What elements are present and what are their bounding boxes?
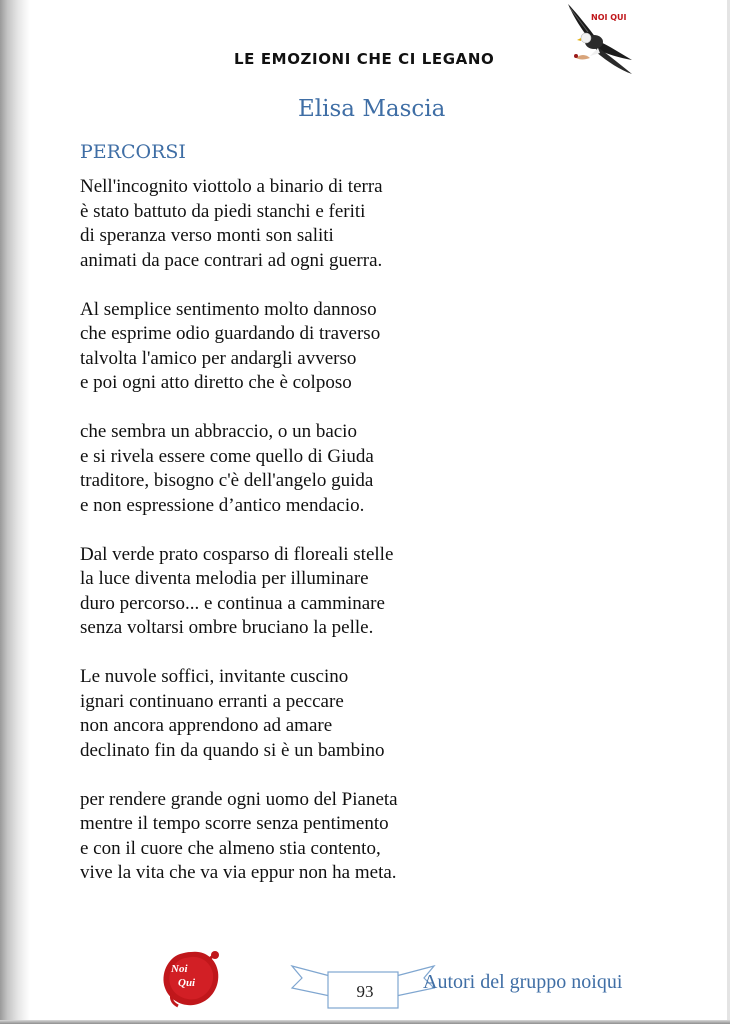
wax-seal-logo-icon xyxy=(160,948,222,1008)
poem-line: Nell'incognito viottolo a binario di terra xyxy=(80,176,383,197)
poem-line: e si rivela essere come quello di Giuda xyxy=(80,445,374,467)
poem-line: non ancora apprendono ad amare xyxy=(80,715,333,736)
page-gutter-shadow xyxy=(0,0,30,1024)
poem-line: che sembra un abbraccio, o un bacio xyxy=(80,421,357,442)
poem-line: animati da pace contrari ad ogni guerra. xyxy=(80,249,383,271)
stanza xyxy=(80,175,680,273)
poem-line: duro percorso... e continua a camminare xyxy=(80,592,385,614)
poem-body xyxy=(80,175,680,910)
stanza xyxy=(80,543,680,641)
poem-line: declinato fin da quando si è un bambino xyxy=(80,739,385,761)
poem-line: Dal verde prato cosparso di floreali stelle xyxy=(80,543,394,565)
poem-line: mentre il tempo scorre senza pentimento xyxy=(80,813,389,834)
page-bottom-edge xyxy=(0,1020,730,1024)
stanza xyxy=(80,788,680,886)
poem-line: Al semplice sentimento molto dannoso xyxy=(80,298,377,320)
poem-line: ignari continuano erranti a peccare xyxy=(80,690,344,712)
poem-line: vive la vita che va via eppur non ha meta. xyxy=(80,862,397,883)
running-header-title: LE EMOZIONI CHE CI LEGANO xyxy=(234,50,495,68)
poem-line: e poi ogni atto diretto che è colposo xyxy=(80,372,352,393)
poem-line: traditore, bisogno c'è dell'angelo guida xyxy=(80,470,374,491)
poem-line: Le nuvole soffici, invitante cuscino xyxy=(80,666,349,687)
poem-line: è stato battuto da piedi stanchi e feriti xyxy=(80,200,366,222)
poem-line: senza voltarsi ombre bruciano la pelle. xyxy=(80,617,374,638)
footer-group-name: Autori del gruppo noiqui xyxy=(423,971,623,993)
poem-title: PERCORSI xyxy=(80,141,186,163)
poem-line: la luce diventa melodia per illuminare xyxy=(80,568,369,589)
logo-text: NOI QUI xyxy=(591,13,627,22)
page-number: 93 xyxy=(356,982,374,1001)
author-name: Elisa Mascia xyxy=(298,96,446,122)
poem-line: talvolta l'amico per andargli avverso xyxy=(80,347,357,369)
poem-line: di speranza verso monti son saliti xyxy=(80,225,334,246)
stanza xyxy=(80,420,680,518)
stanza xyxy=(80,665,680,763)
poem-line: che esprime odio guardando di traverso xyxy=(80,323,381,344)
poem-line: e con il cuore che almeno stia contento, xyxy=(80,837,381,859)
eagle-icon xyxy=(560,0,638,78)
poem-line: per rendere grande ogni uomo del Pianeta xyxy=(80,788,398,810)
logo-text-line1: Noi xyxy=(171,963,188,975)
stanza xyxy=(80,298,680,396)
poem-line: e non espressione d’antico mendacio. xyxy=(80,494,365,516)
logo-text-line2: Qui xyxy=(178,977,196,989)
